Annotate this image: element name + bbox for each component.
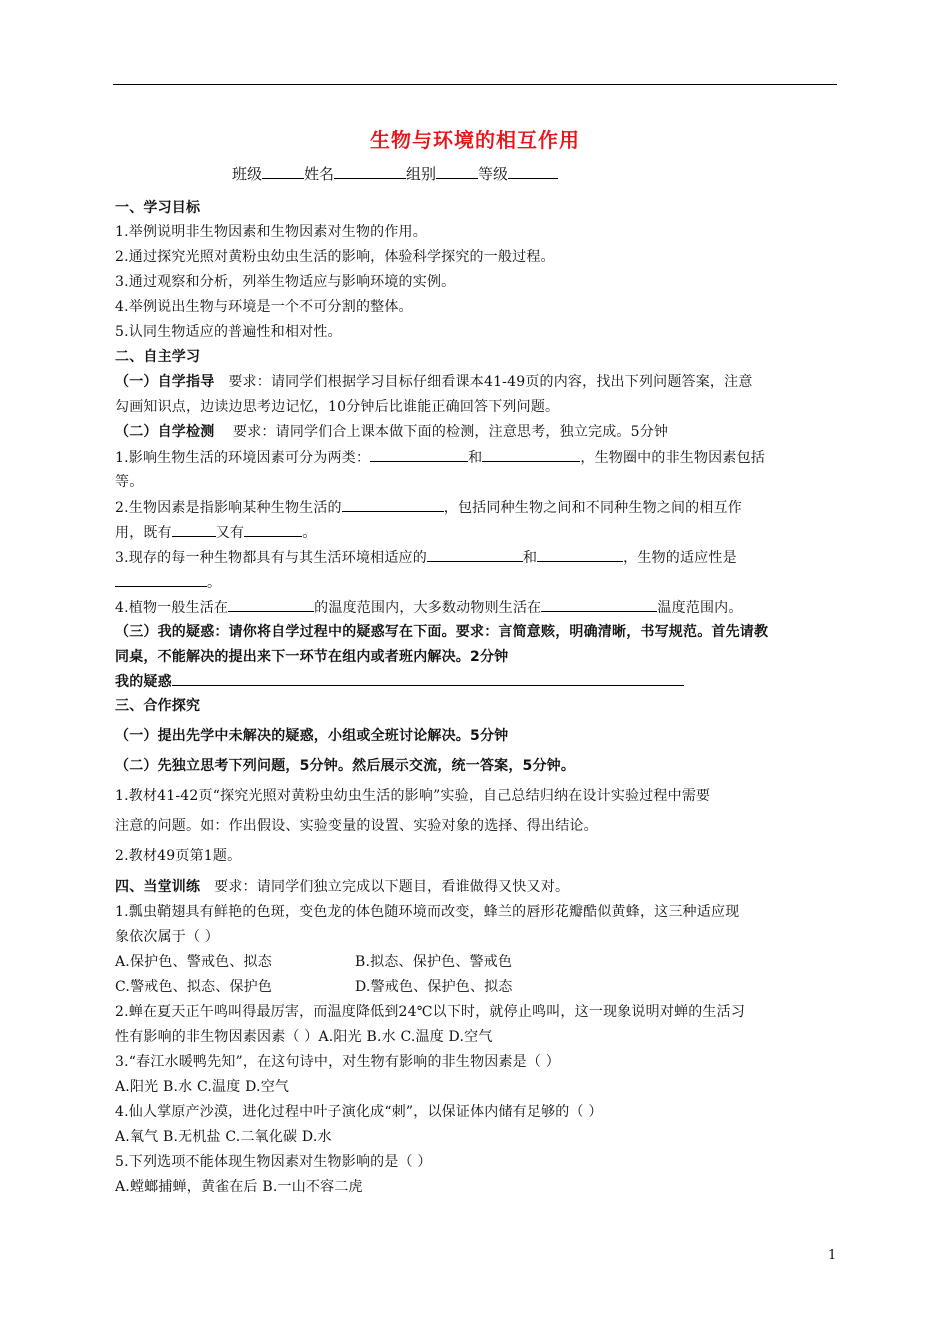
- practice-q5: 5.下列选项不能体现生物因素对生物影响的是（ ）: [115, 1154, 432, 1170]
- section2-heading: 二、自主学习: [115, 349, 201, 365]
- q1-cont: 等。: [115, 474, 144, 490]
- q3-blank-2[interactable]: [537, 547, 623, 562]
- name-blank[interactable]: [334, 164, 406, 179]
- objective-3: 3.通过观察和分析，列举生物适应与影响环境的实例。: [115, 274, 456, 290]
- check-label: （二）自学检测: [115, 424, 215, 440]
- my-doubt-label: 我的疑惑: [115, 674, 172, 690]
- name-label: 姓名: [304, 165, 335, 183]
- q2-cont: [115, 522, 316, 543]
- q3-blank-3[interactable]: [115, 572, 207, 587]
- q1-and: 和: [468, 450, 483, 466]
- practice-q1: 1.瓢虫鞘翅具有鲜艳的色斑，变色龙的体色随环境而改变，蜂兰的唇形花瓣酷似黄蜂，这三种适应现: [115, 904, 740, 920]
- q3-text-2: ，生物的适应性是: [623, 550, 737, 566]
- q1-blank-2[interactable]: [482, 447, 580, 462]
- my-doubt-line: [115, 671, 684, 692]
- practice-q4-options[interactable]: A.氧气 B.无机盐 C.二氧化碳 D.水: [115, 1129, 332, 1145]
- page-title: 生物与环境的相互作用: [370, 128, 580, 152]
- q4-text: 4.植物一般生活在: [115, 600, 229, 616]
- q1-text-2: ，生物圈中的非生物因素包括: [580, 450, 765, 466]
- q3-cont: [115, 572, 221, 593]
- q1-option-c[interactable]: C.警戒色、拟态、保护色: [115, 979, 273, 995]
- q4-text-3: 温度范围内。: [657, 600, 743, 616]
- header-rule: [113, 84, 837, 85]
- group-label: 组别: [406, 165, 437, 183]
- practice-q1-cont: 象依次属于（ ）: [115, 929, 220, 945]
- q2-text-2: ，包括同种生物之间和不同种生物之间的相互作: [443, 500, 742, 516]
- coop-question-2: 2.教材49页第1题。: [115, 848, 242, 864]
- practice-q3: 3.“春江水暖鸭先知”，在这句诗中，对生物有影响的非生物因素是（ ）: [115, 1054, 560, 1070]
- page-number: 1: [828, 1248, 837, 1263]
- practice-q1-options-row1: [115, 952, 272, 972]
- class-blank[interactable]: [262, 164, 304, 179]
- objective-1: 1.举例说明非生物因素和生物因素对生物的作用。: [115, 224, 427, 240]
- q4-blank-1[interactable]: [228, 597, 314, 612]
- check-question-4: [115, 597, 743, 618]
- q2-blank-3[interactable]: [244, 522, 302, 537]
- q2-text: 2.生物因素是指影响某种生物生活的: [115, 500, 342, 516]
- check-question-1: [115, 447, 765, 468]
- practice-requirement: 要求：请同学们独立完成以下题目，看谁做得又快又对。: [214, 879, 570, 895]
- check-question-3: [115, 547, 737, 568]
- objective-5: 5.认同生物适应的普遍性和相对性。: [115, 324, 342, 340]
- q3-text: 3.现存的每一种生物都具有与其生活环境相适应的: [115, 550, 427, 566]
- grade-blank[interactable]: [508, 164, 558, 179]
- section4-heading: 四、当堂训练: [115, 879, 201, 895]
- objective-2: 2.通过探究光照对黄粉虫幼虫生活的影响，体验科学探究的一般过程。: [115, 249, 555, 265]
- practice-q1-options-row2: [115, 977, 272, 997]
- practice-q4: 4.仙人掌原产沙漠，进化过程中叶子演化成“刺”，以保证体内储有足够的（ ）: [115, 1104, 603, 1120]
- coop-question-1: 1.教材41-42页“探究光照对黄粉虫幼虫生活的影响”实验，自己总结归纳在设计实验过程中需要: [115, 788, 711, 804]
- guide-label: （一）自学指导: [115, 374, 215, 390]
- group-blank[interactable]: [436, 164, 478, 179]
- doubt-instructions-cont: 同桌，不能解决的提出来下一环节在组内或者班内解决。2分钟: [115, 649, 509, 665]
- q3-and: 和: [522, 550, 538, 566]
- coop-question-1-cont: 注意的问题。如：作出假设、实验变量的设置、实验对象的选择、得出结论。: [115, 818, 598, 834]
- q1-option-b[interactable]: B.拟态、保护色、警戒色: [355, 954, 513, 970]
- coop-part-2: （二）先独立思考下列问题，5分钟。然后展示交流，统一答案，5分钟。: [115, 758, 576, 774]
- doubt-instructions: （三）我的疑惑：请你将自学过程中的疑惑写在下面。要求：言简意赅，明确清晰，书写规范。首先请教: [115, 624, 769, 640]
- grade-label: 等级: [478, 165, 509, 183]
- guide-text: 要求：请同学们根据学习目标仔细看课本41-49页的内容，找出下列问题答案，注意: [228, 374, 753, 390]
- q1-text: 1.影响生物生活的环境因素可分为两类：: [115, 450, 371, 466]
- q1-option-d[interactable]: D.警戒色、保护色、拟态: [355, 979, 513, 995]
- q4-text-2: 的温度范围内，大多数动物则生活在: [314, 600, 542, 616]
- guide-text-cont: 勾画知识点，边读边思考边记忆，10分钟后比谁能正确回答下列问题。: [115, 399, 560, 415]
- q4-blank-2[interactable]: [541, 597, 657, 612]
- q2-text-3: 用，既有: [115, 525, 172, 541]
- q2-text-4: 又有: [215, 525, 245, 541]
- q2-end: 。: [302, 525, 317, 541]
- q2-blank-1[interactable]: [342, 497, 444, 512]
- self-study-guide-line: [115, 372, 753, 392]
- check-question-2: [115, 497, 742, 518]
- q3-blank-1[interactable]: [427, 547, 523, 562]
- student-info-line: [232, 163, 558, 184]
- practice-q2: 2.蝉在夏天正午鸣叫得最厉害，而温度降低到24℃以下时，就停止鸣叫，这一现象说明对蝉的生活习: [115, 1004, 746, 1020]
- section1-heading: 一、学习目标: [115, 200, 201, 216]
- coop-part-1: （一）提出先学中未解决的疑惑，小组或全班讨论解决。5分钟: [115, 728, 509, 744]
- q3-end: 。: [207, 575, 222, 591]
- practice-q2-cont: 性有影响的非生物因素因素（ ）A.阳光 B.水 C.温度 D.空气: [115, 1029, 493, 1045]
- q1-option-a[interactable]: A.保护色、警戒色、拟态: [115, 954, 272, 970]
- my-doubt-blank[interactable]: [172, 671, 684, 686]
- class-label: 班级: [232, 165, 263, 183]
- practice-q3-options[interactable]: A.阳光 B.水 C.温度 D.空气: [115, 1079, 290, 1095]
- section3-heading: 三、合作探究: [115, 698, 201, 714]
- practice-q5-options[interactable]: A.螳螂捕蝉，黄雀在后 B.一山不容二虎: [115, 1179, 363, 1195]
- objective-4: 4.举例说出生物与环境是一个不可分割的整体。: [115, 299, 413, 315]
- q1-blank-1[interactable]: [370, 447, 468, 462]
- practice-heading-line: [115, 877, 569, 897]
- q2-blank-2[interactable]: [172, 522, 216, 537]
- check-text: 要求：请同学们合上课本做下面的检测，注意思考，独立完成。5分钟: [233, 424, 669, 440]
- self-check-line: [115, 422, 668, 442]
